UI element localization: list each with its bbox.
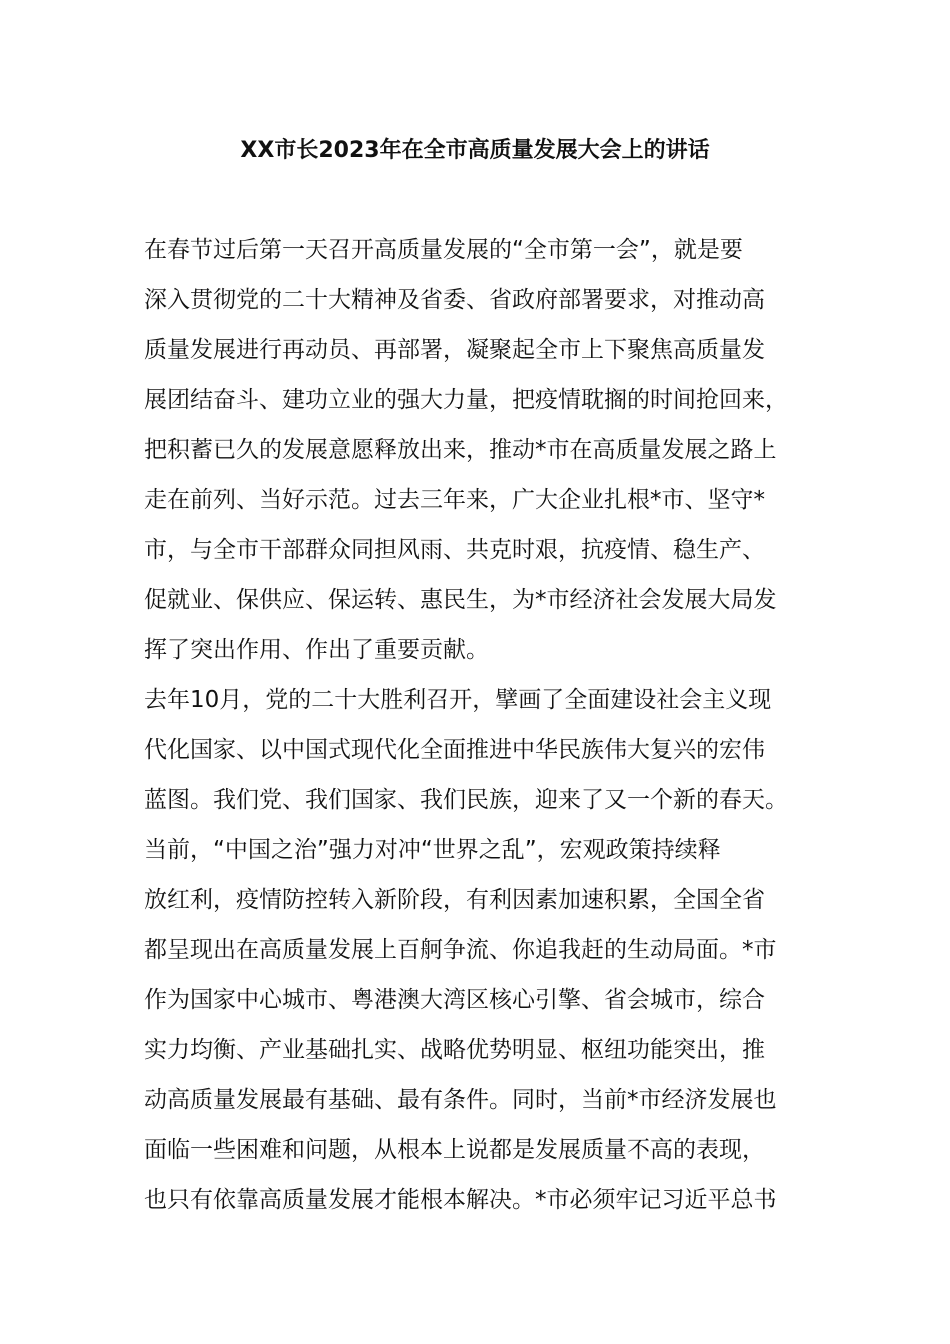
body-line: 实力均衡、产业基础扎实、战略优势明显、枢纽功能突出，推: [144, 1037, 765, 1063]
body-line: 去年10月，党的二十大胜利召开，擘画了全面建设社会主义现: [144, 687, 772, 713]
body-line: 深入贯彻党的二十大精神及省委、省政府部署要求，对推动高: [144, 287, 765, 313]
body-line: 在春节过后第一天召开高质量发展的“全市第一会”，就是要: [144, 237, 743, 263]
body-line: 作为国家中心城市、粤港澳大湾区核心引擎、省会城市，综合: [144, 987, 765, 1013]
body-line: 促就业、保供应、保运转、惠民生，为*市经济社会发展大局发: [144, 587, 777, 613]
body-line: 挥了突出作用、作出了重要贡献。: [144, 637, 489, 663]
body-line: 展团结奋斗、建功立业的强大力量，把疫情耽搁的时间抢回来，: [144, 387, 788, 413]
body-line: 当前，“中国之治”强力对冲“世界之乱”，宏观政策持续释: [144, 837, 721, 863]
body-line: 动高质量发展最有基础、最有条件。同时，当前*市经济发展也: [144, 1087, 777, 1113]
body-line: 代化国家、以中国式现代化全面推进中华民族伟大复兴的宏伟: [144, 737, 765, 763]
body-line: 蓝图。我们党、我们国家、我们民族，迎来了又一个新的春天。: [144, 787, 788, 813]
body-line: 把积蓄已久的发展意愿释放出来，推动*市在高质量发展之路上: [144, 437, 777, 463]
body-line: 放红利，疫情防控转入新阶段，有利因素加速积累，全国全省: [144, 887, 765, 913]
body-line: 质量发展进行再动员、再部署，凝聚起全市上下聚焦高质量发: [144, 337, 765, 363]
body-line: 市，与全市干部群众同担风雨、共克时艰，抗疫情、稳生产、: [144, 537, 765, 563]
document-title: XX市长2023年在全市高质量发展大会上的讲话: [240, 138, 710, 163]
body-line: 面临一些困难和问题，从根本上说都是发展质量不高的表现，: [144, 1137, 765, 1163]
document-body: [144, 225, 812, 1225]
body-line: 都呈现出在高质量发展上百舸争流、你追我赶的生动局面。*市: [144, 937, 777, 963]
body-line: 走在前列、当好示范。过去三年来，广大企业扎根*市、坚守*: [144, 487, 765, 513]
body-line: 也只有依靠高质量发展才能根本解决。*市必须牢记习近平总书: [144, 1187, 777, 1213]
